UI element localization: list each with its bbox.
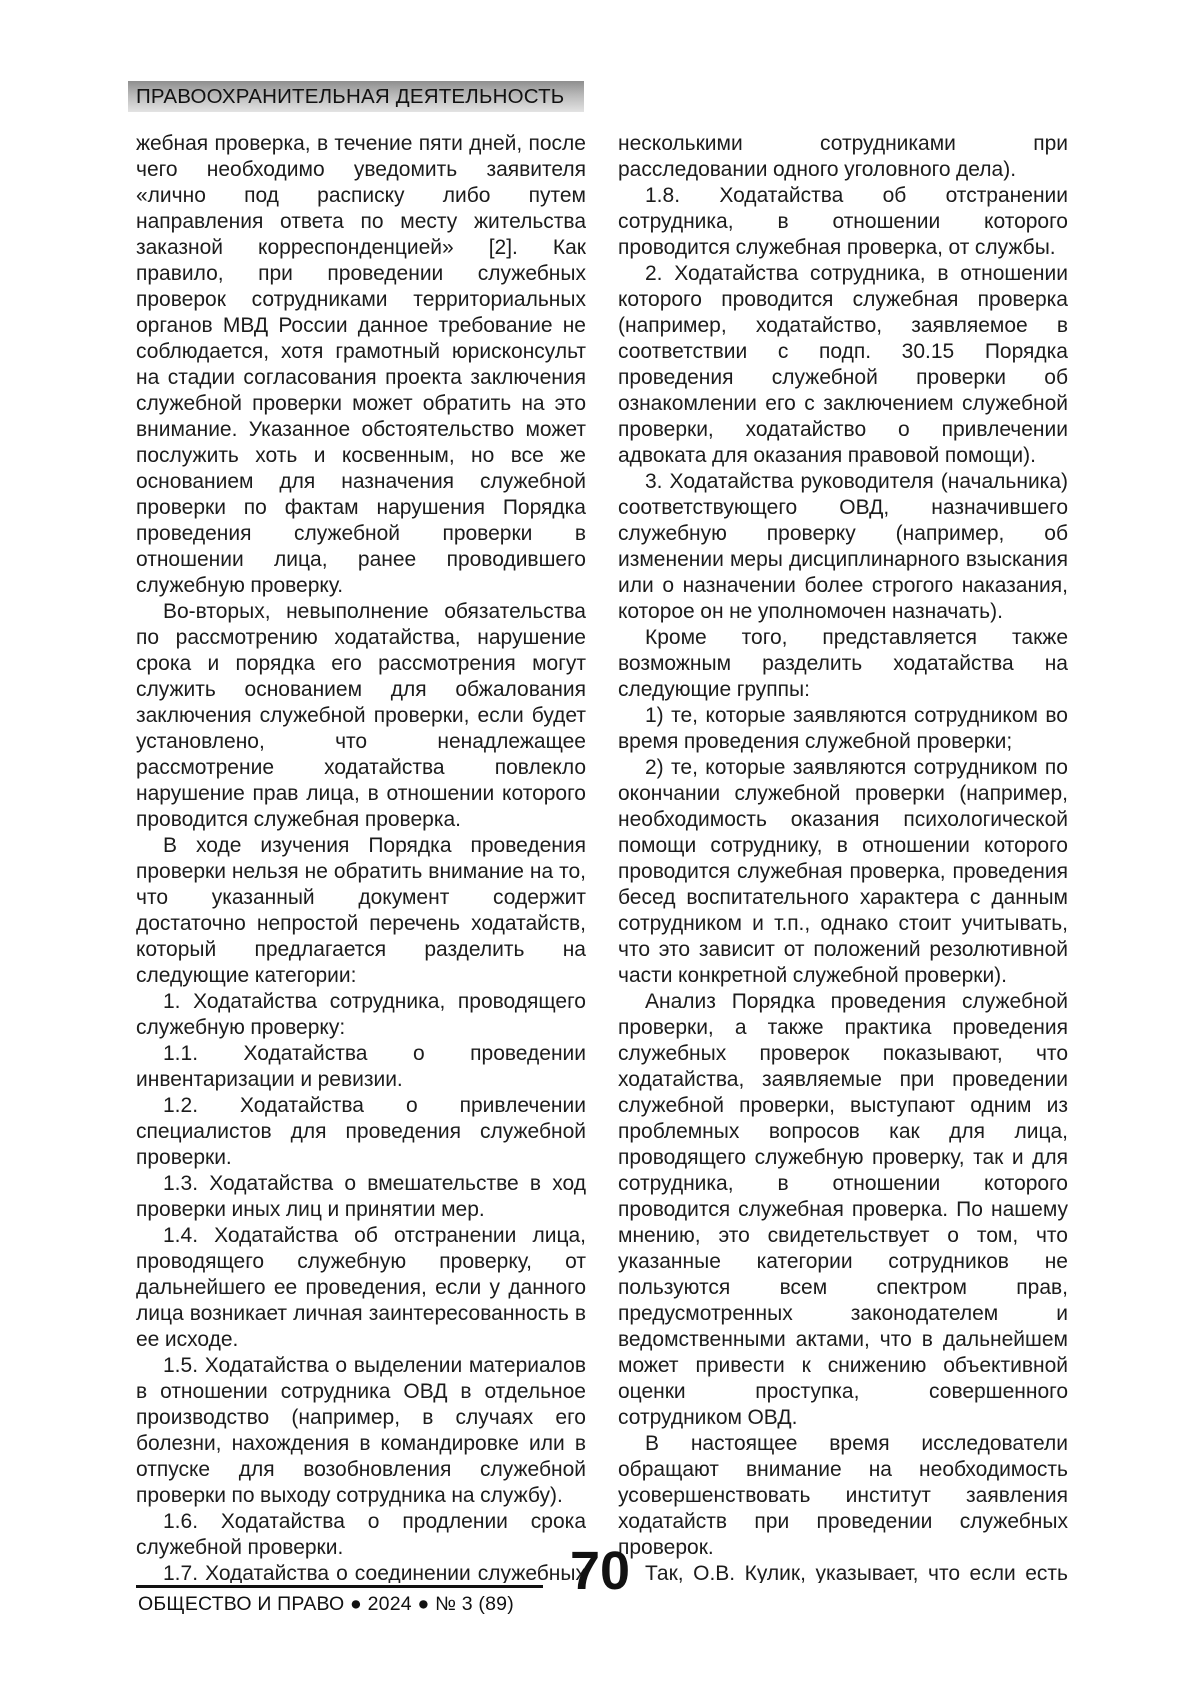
page-number: 70 xyxy=(570,1541,631,1601)
body-paragraph: 1.2. Ходатайства о привлечении специалистов для проведения служебной проверки. xyxy=(136,1094,586,1169)
body-paragraph: 2) те, которые заявляются сотрудником по окончании служебной проверки (например, необходимость оказания психологической помощи сотруднику, в отношении которого проводится служебная проверка, проведения бесед воспитательного характера с данным сотрудником и т.п., однако стоит учитывать, что это зависит от положений резолютивной части конкретной служебной проверки). xyxy=(618,756,1068,987)
body-paragraph: Кроме того, представляется также возможным разделить ходатайства на следующие группы: xyxy=(618,626,1068,701)
body-paragraph: 1.7. Ходатайства о соединении служебных xyxy=(163,1562,586,1583)
section-header-bar xyxy=(128,81,584,112)
body-paragraph: 1) те, которые заявляются сотрудником во время проведения служебной проверки; xyxy=(618,704,1068,753)
body-paragraph: В ходе изучения Порядка проведения проверки нельзя не обратить внимание на то, что указанный документ содержит достаточно непростой перечень ходатайств, который предлагается разделить на следующие категории: xyxy=(136,834,586,987)
body-paragraph: В настоящее время исследователи обращают внимание на необходимость усовершенствовать институт заявления ходатайств при проведении служебных проверок. xyxy=(618,1432,1068,1559)
article-body xyxy=(136,131,1068,1583)
body-paragraph: 2. Ходатайства сотрудника, в отношении которого проводится служебная проверка (например, ходатайство, заявляемое в соответствии с подп. 30.15 Порядка проведения служебной проверки об ознакомлении его с заключением служебной проверки, ходатайство о привлечении адвоката для оказания правовой помощи). xyxy=(618,262,1068,467)
footer-rule xyxy=(136,1585,543,1588)
body-paragraph: 1.4. Ходатайства об отстранении лица, проводящего служебную проверку, от дальнейшего ее проведения, если у данного лица возникает личная заинтересованность в ее исходе. xyxy=(136,1224,586,1351)
body-paragraph: 3. Ходатайства руководителя (начальника) соответствующего ОВД, назначившего служебную проверку (например, об изменении меры дисциплинарного взыскания или о назначении более строгого наказания, которое он не уполномочен назначать). xyxy=(618,470,1068,623)
left-column xyxy=(136,131,586,1583)
section-title: ПРАВООХРАНИТЕЛЬНАЯ ДЕЯТЕЛЬНОСТЬ xyxy=(136,84,565,108)
body-paragraph: 1.5. Ходатайства о выделении материалов в отношении сотрудника ОВД в отдельное производство (например, в случаях его болезни, нахождения в командировке или в отпуске для возобновления служебной проверки по выходу сотрудника на службу). xyxy=(136,1354,586,1507)
body-paragraph: 1.8. Ходатайства об отстранении сотрудника, в отношении которого проводится служебная проверка, от службы. xyxy=(618,184,1068,259)
body-paragraph: 1.3. Ходатайства о вмешательстве в ход проверки иных лиц и принятии мер. xyxy=(136,1172,586,1221)
body-paragraph: 1.6. Ходатайства о продлении срока служебной проверки. xyxy=(136,1510,586,1559)
body-paragraph: жебная проверка, в течение пяти дней, после чего необходимо уведомить заявителя «лично под расписку либо путем направления ответа по месту жительства заказной корреспонденцией» [2]. Как правило, при проведении служебных проверок сотрудниками территориальных органов МВД России данное требование не соблюдается, хотя грамотный юрисконсульт на стадии согласования проекта заключения служебной проверки может обратить на это внимание. Указанное обстоятельство может послужить хоть и косвенным, но все же основанием для назначения служебной проверки по фактам нарушения Порядка проведения служебной проверки в отношении лица, ранее проводившего служебную проверку. xyxy=(136,132,586,597)
body-paragraph: Во-вторых, невыполнение обязательства по рассмотрению ходатайства, нарушение срока и порядка его рассмотрения могут служить основанием для обжалования заключения служебной проверки, если будет установлено, что ненадлежащее рассмотрение ходатайства повлекло нарушение прав лица, в отношении которого проводится служебная проверка. xyxy=(136,600,586,831)
body-paragraph: несколькими сотрудниками при расследовании одного уголовного дела). xyxy=(618,132,1068,181)
right-column xyxy=(618,131,1068,1583)
body-paragraph: 1.1. Ходатайства о проведении инвентаризации и ревизии. xyxy=(136,1042,586,1091)
body-paragraph: Анализ Порядка проведения служебной проверки, а также практика проведения служебных проверок показывают, что ходатайства, заявляемые при проведении служебной проверки, выступают одним из проблемных вопросов как для лица, проводящего служебную проверку, так и для сотрудника, в отношении которого проводится служебная проверка. По нашему мнению, это свидетельствует о том, что указанные категории сотрудников не пользуются всем спектром прав, предусмотренных законодателем и ведомственными актами, что в дальнейшем может привести к снижению объективной оценки проступка, совершенного сотрудником ОВД. xyxy=(618,990,1068,1429)
journal-footer: ОБЩЕСТВО И ПРАВО ● 2024 ● № 3 (89) xyxy=(138,1593,514,1615)
body-paragraph: 1. Ходатайства сотрудника, проводящего служебную проверку: xyxy=(136,990,586,1039)
body-paragraph: Так, О.В. Кулик, указывает, что если есть xyxy=(645,1562,1068,1583)
